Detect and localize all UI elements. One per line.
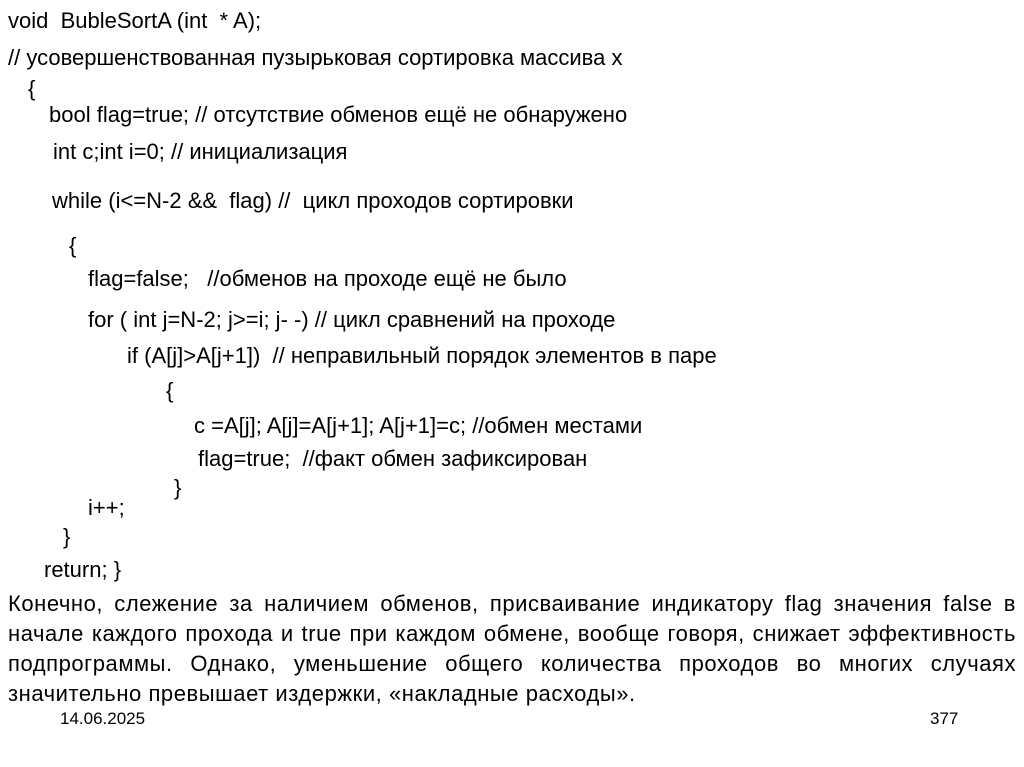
code-line-16: } — [63, 524, 71, 549]
code-line-11: { — [166, 378, 174, 403]
code-line-3: { — [28, 76, 36, 101]
code-line-5: int c;int i=0; // инициализация — [53, 139, 348, 164]
code-line-7: { — [69, 233, 77, 258]
code-line-15: i++; — [88, 495, 125, 520]
page-number: 377 — [930, 709, 959, 728]
code-line-9: for ( int j=N-2; j>=i; j- -) // цикл сравнений на проходе — [88, 307, 616, 332]
code-line-13: flag=true; //факт обмен зафиксирован — [198, 446, 588, 471]
code-line-10: if (A[j]>A[j+1]) // неправильный порядок элементов в паре — [127, 343, 717, 368]
code-line-17: return; } — [44, 557, 122, 582]
footer-date: 14.06.2025 — [60, 709, 146, 728]
code-line-1: void BubleSortA (int * A); — [8, 8, 262, 33]
code-line-4: bool flag=true; // отсутствие обменов ещё не обнаружено — [49, 102, 628, 127]
code-line-6: while (i<=N-2 && flag) // цикл проходов сортировки — [52, 188, 574, 213]
code-line-12: c =A[j]; A[j]=A[j+1]; A[j+1]=c; //обмен местами — [194, 413, 643, 438]
code-line-8: flag=false; //обменов на проходе ещё не было — [88, 266, 567, 291]
explanation-paragraph: Конечно, слежение за наличием обменов, присваивание индикатору flag значения false в начале каждого прохода и true при каждом обмене, вообще говоря, снижает эффективность подпрограммы. Однако, уменьшение общего количества проходов во многих случаях значительно превышает издержки, «накладные расходы». — [8, 591, 1016, 706]
code-line-2: // усовершенствованная пузырьковая сортировка массива х — [8, 45, 623, 70]
code-line-14: } — [174, 475, 182, 500]
